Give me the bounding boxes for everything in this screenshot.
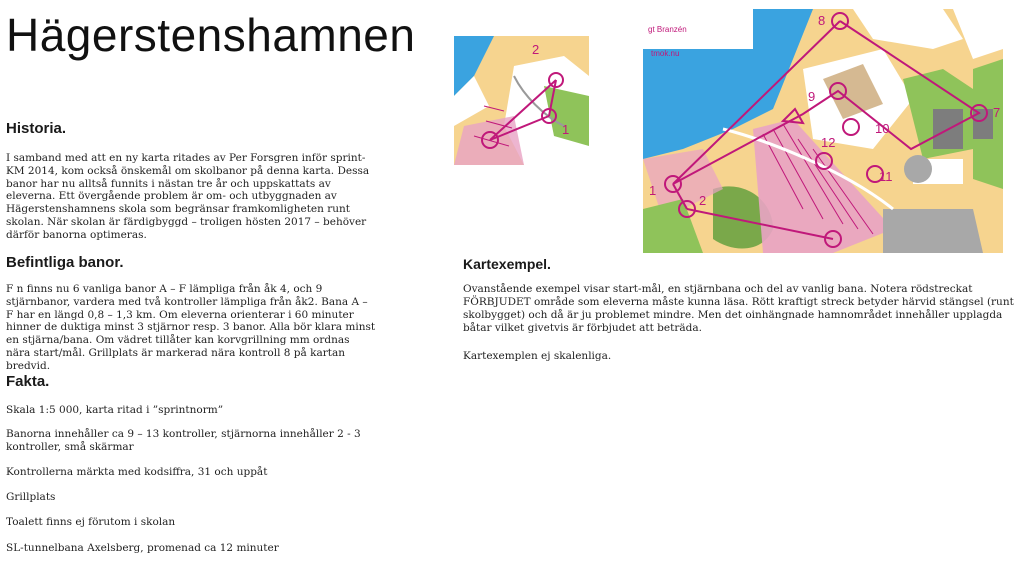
control-label: 10 (875, 121, 890, 136)
map-site: tmok.nu (651, 49, 680, 58)
fakta-item: Skala 1:5 000, karta ritad i ”sprintnorm” (6, 404, 224, 416)
control-label: 7 (993, 105, 1001, 120)
fakta-item: Toalett finns ej förutom i skolan (6, 516, 176, 528)
kartexempel-heading: Kartexempel. (463, 256, 551, 272)
control-label: 9 (808, 89, 816, 104)
control-label: 8 (818, 13, 826, 28)
fakta-heading: Fakta. (6, 373, 50, 390)
fakta-item: Grillplats (6, 491, 56, 503)
map-excerpt-large (643, 9, 1003, 253)
control-label: 1 (562, 122, 570, 137)
control-label: 2 (532, 42, 540, 57)
control-label: 12 (821, 135, 836, 150)
fakta-item: Banorna innehåller ca 9 – 13 kontroller, stjärnorna innehåller 2 - 3 kontroller, små skärmar (6, 428, 361, 453)
page-title: Hägerstenshamnen (6, 9, 416, 61)
map-excerpt-small (454, 36, 589, 165)
fakta-item: Kontrollerna märkta med kodsiffra, 31 och uppåt (6, 466, 268, 478)
historia-text: I samband med att en ny karta ritades av Per Forsgren inför sprint-KM 2014, kom också önskemål om skolbanor på denna karta. Dessa banor har nu alltså funnits i nästan tre år och uppskattats av eleverna. Ett övergående problem är om- och utbyggnaden av Hägerstenshamnens skola som begränsar framkomligheten runt skolan. När skolan är färdigbyggd – troligen hösten 2017 – behöver därför banorna optimeras. (6, 152, 370, 241)
kartexempel-text: Ovanstående exempel visar start-mål, en stjärnbana och del av vanlig bana. Notera rödstreckat FÖRBJUDET område som eleverna måste kunna läsa. Rött kraftigt streck betyder härvid stängsel (runt skolbygget) och då är ju problemet mindre. Men det oinhängnade hamnområdet innehåller upplagda båtar vilket givetvis är förbjudet att beträda. (463, 283, 1014, 334)
kartexempel-note: Kartexemplen ej skalenliga. (463, 350, 612, 362)
banor-text: F n finns nu 6 vanliga banor A – F lämpliga från åk 4, och 9 stjärnbanor, vardera med två kontroller lämpliga från åk2. Bana A – F har en längd 0,8 – 1,3 km. Om eleverna orienterar i 60 minuter hinner de duktiga minst 3 stjärnor resp. 3 banor. Alla bör klara minst en stjärna/bana. Om vädret tillåter kan korvgrillning mm ordnas nära start/mål. Grillplats är markerad nära kontroll 8 på kartan bredvid. (6, 283, 376, 372)
banor-heading: Befintliga banor. (6, 254, 124, 271)
control-label: 2 (699, 193, 707, 208)
control-label: 1 (649, 183, 657, 198)
map-credit: gt Branzén (648, 25, 687, 34)
historia-heading: Historia. (6, 120, 67, 137)
control-label: 11 (879, 169, 893, 184)
fakta-item: SL-tunnelbana Axelsberg, promenad ca 12 minuter (6, 542, 279, 554)
